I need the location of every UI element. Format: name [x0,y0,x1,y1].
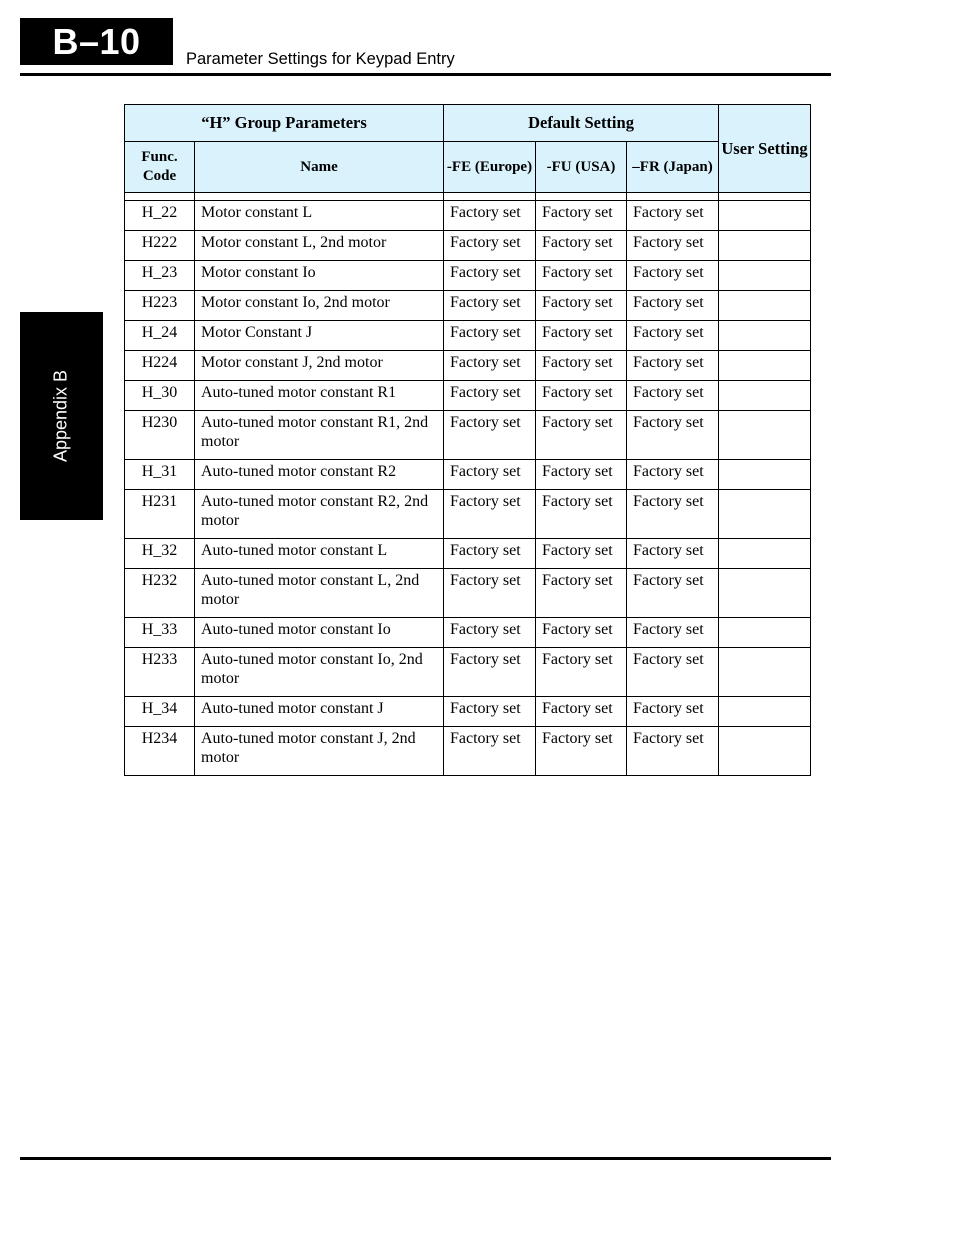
func-code-header: Func. Code [125,142,195,193]
table-row [125,618,811,648]
parameter-name-cell: Motor constant L, 2nd motor [195,231,444,261]
fr-default-cell: Factory set [627,460,719,490]
footer-rule [20,1157,831,1160]
fr-default-cell: Factory set [627,381,719,411]
table-row [125,351,811,381]
fr-default-cell: Factory set [627,648,719,697]
appendix-side-tab [20,312,103,520]
func-code-cell: H_34 [125,697,195,727]
parameter-name-cell: Auto-tuned motor constant J [195,697,444,727]
fu-default-cell: Factory set [536,351,627,381]
table-row [125,321,811,351]
fe-default-cell: Factory set [444,539,536,569]
table-row [125,648,811,697]
user-setting-cell [719,201,811,231]
fe-default-cell: Factory set [444,321,536,351]
fr-default-cell: Factory set [627,490,719,539]
user-setting-cell [719,618,811,648]
fe-europe-header: -FE (Europe) [444,142,536,193]
fu-usa-header: -FU (USA) [536,142,627,193]
parameter-name-cell: Motor Constant J [195,321,444,351]
func-code-cell: H231 [125,490,195,539]
fe-default-cell: Factory set [444,569,536,618]
func-code-cell: H_33 [125,618,195,648]
appendix-side-tab-label: Appendix B [50,369,71,463]
user-setting-header: User Setting [719,105,811,193]
fr-default-cell: Factory set [627,411,719,460]
fu-default-cell: Factory set [536,490,627,539]
user-setting-cell [719,697,811,727]
user-setting-cell [719,291,811,321]
parameter-name-cell: Motor constant Io [195,261,444,291]
fe-default-cell: Factory set [444,201,536,231]
parameter-name-cell: Auto-tuned motor constant L, 2nd motor [195,569,444,618]
fe-default-cell: Factory set [444,351,536,381]
group-header: “H” Group Parameters [125,105,444,142]
fe-default-cell: Factory set [444,411,536,460]
parameter-name-cell: Auto-tuned motor constant Io, 2nd motor [195,648,444,697]
default-setting-header: Default Setting [444,105,719,142]
func-code-cell: H_32 [125,539,195,569]
header-rule [20,73,831,76]
table-row [125,381,811,411]
table-row [125,291,811,321]
fr-default-cell: Factory set [627,291,719,321]
parameter-name-cell: Auto-tuned motor constant R2 [195,460,444,490]
fe-default-cell: Factory set [444,291,536,321]
func-code-cell: H_30 [125,381,195,411]
func-code-cell: H_23 [125,261,195,291]
func-code-cell: H223 [125,291,195,321]
fu-default-cell: Factory set [536,648,627,697]
func-code-cell: H224 [125,351,195,381]
name-header: Name [195,142,444,193]
fu-default-cell: Factory set [536,201,627,231]
fe-default-cell: Factory set [444,697,536,727]
fu-default-cell: Factory set [536,231,627,261]
page-number-tab [20,18,173,65]
header-separator [125,193,811,201]
table-row [125,201,811,231]
fr-default-cell: Factory set [627,727,719,776]
func-code-cell: H222 [125,231,195,261]
fe-default-cell: Factory set [444,490,536,539]
table-row [125,411,811,460]
fe-default-cell: Factory set [444,231,536,261]
user-setting-cell [719,490,811,539]
fr-japan-header: –FR (Japan) [627,142,719,193]
fu-default-cell: Factory set [536,261,627,291]
func-code-cell: H232 [125,569,195,618]
fr-default-cell: Factory set [627,201,719,231]
fu-default-cell: Factory set [536,291,627,321]
parameter-name-cell: Auto-tuned motor constant Io [195,618,444,648]
user-setting-cell [719,321,811,351]
fe-default-cell: Factory set [444,727,536,776]
table-row [125,569,811,618]
parameter-name-cell: Auto-tuned motor constant L [195,539,444,569]
func-code-cell: H_24 [125,321,195,351]
fu-default-cell: Factory set [536,727,627,776]
fu-default-cell: Factory set [536,618,627,648]
fr-default-cell: Factory set [627,618,719,648]
table-row [125,261,811,291]
fe-default-cell: Factory set [444,381,536,411]
parameter-name-cell: Auto-tuned motor constant J, 2nd motor [195,727,444,776]
user-setting-cell [719,569,811,618]
user-setting-cell [719,539,811,569]
fu-default-cell: Factory set [536,381,627,411]
func-code-cell: H233 [125,648,195,697]
user-setting-cell [719,261,811,291]
user-setting-cell [719,351,811,381]
table-row [125,460,811,490]
parameter-name-cell: Motor constant J, 2nd motor [195,351,444,381]
fr-default-cell: Factory set [627,351,719,381]
h-group-parameters-table [124,104,811,776]
fr-default-cell: Factory set [627,569,719,618]
func-code-cell: H_22 [125,201,195,231]
user-setting-cell [719,460,811,490]
fe-default-cell: Factory set [444,460,536,490]
fr-default-cell: Factory set [627,321,719,351]
user-setting-cell [719,727,811,776]
fe-default-cell: Factory set [444,261,536,291]
fe-default-cell: Factory set [444,648,536,697]
page-number: B–10 [52,21,141,62]
fu-default-cell: Factory set [536,321,627,351]
fu-default-cell: Factory set [536,411,627,460]
fu-default-cell: Factory set [536,697,627,727]
fu-default-cell: Factory set [536,569,627,618]
user-setting-cell [719,231,811,261]
parameter-name-cell: Motor constant Io, 2nd motor [195,291,444,321]
page-header-title: Parameter Settings for Keypad Entry [186,50,455,68]
func-code-cell: H234 [125,727,195,776]
parameter-name-cell: Auto-tuned motor constant R1, 2nd motor [195,411,444,460]
func-code-cell: H230 [125,411,195,460]
fr-default-cell: Factory set [627,697,719,727]
table-row [125,231,811,261]
parameter-name-cell: Auto-tuned motor constant R1 [195,381,444,411]
user-setting-cell [719,381,811,411]
func-code-cell: H_31 [125,460,195,490]
fu-default-cell: Factory set [536,539,627,569]
table-row [125,727,811,776]
table-row [125,539,811,569]
parameter-name-cell: Auto-tuned motor constant R2, 2nd motor [195,490,444,539]
user-setting-cell [719,411,811,460]
table-row [125,697,811,727]
fr-default-cell: Factory set [627,261,719,291]
fu-default-cell: Factory set [536,460,627,490]
user-setting-cell [719,648,811,697]
parameter-name-cell: Motor constant L [195,201,444,231]
fr-default-cell: Factory set [627,231,719,261]
fe-default-cell: Factory set [444,618,536,648]
fr-default-cell: Factory set [627,539,719,569]
table-row [125,490,811,539]
